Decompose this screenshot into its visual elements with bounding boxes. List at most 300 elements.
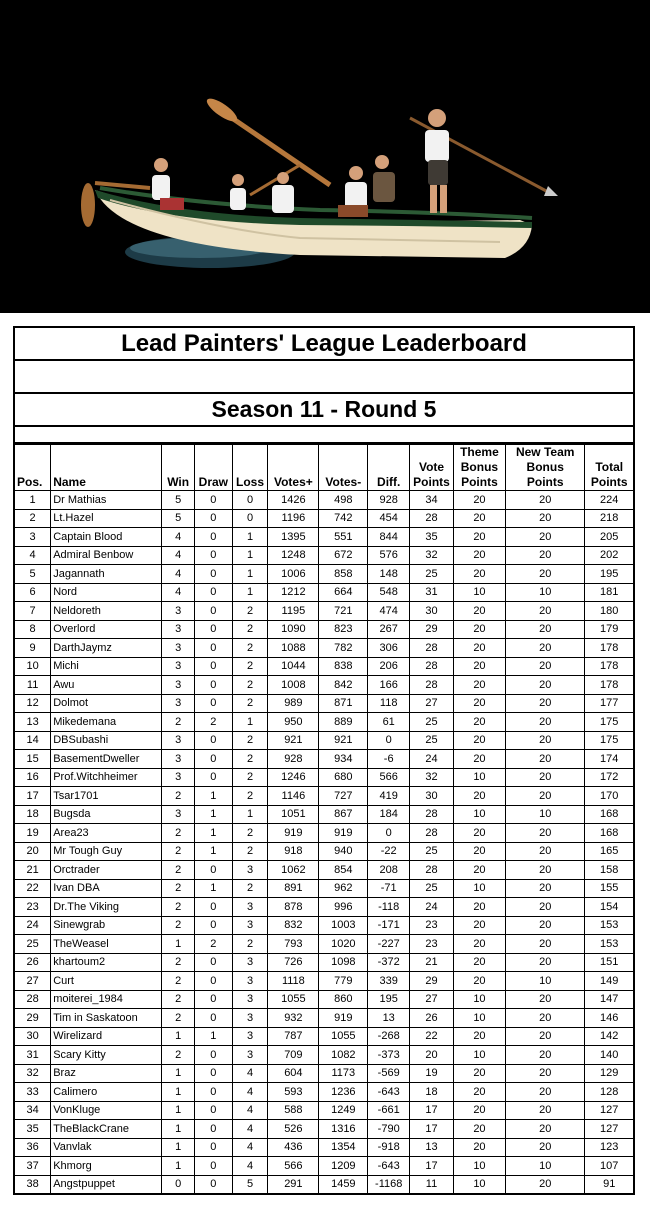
cell-total: 177 — [585, 694, 634, 713]
cell-votes-minus: 1236 — [319, 1083, 368, 1102]
cell-draw: 0 — [194, 731, 232, 750]
table-row — [14, 1157, 634, 1176]
cell-votes-plus: 1395 — [268, 528, 319, 547]
cell-votes-plus: 1118 — [268, 972, 319, 991]
col-diff: Diff. — [368, 445, 410, 491]
table-row — [14, 546, 634, 565]
cell-theme-bonus: 20 — [453, 953, 505, 972]
cell-name: Lt.Hazel — [51, 509, 162, 528]
cell-loss: 3 — [232, 1027, 268, 1046]
cell-votes-plus: 1051 — [268, 805, 319, 824]
cell-vote-points: 32 — [410, 546, 454, 565]
table-row — [14, 1046, 634, 1065]
cell-votes-plus: 1008 — [268, 676, 319, 695]
cell-vote-points: 28 — [410, 805, 454, 824]
table-row — [14, 1009, 634, 1028]
cell-total: 127 — [585, 1101, 634, 1120]
cell-votes-plus: 919 — [268, 824, 319, 843]
cell-win: 1 — [162, 1120, 195, 1139]
cell-total: 168 — [585, 824, 634, 843]
cell-theme-bonus: 20 — [453, 491, 505, 510]
cell-pos: 29 — [14, 1009, 51, 1028]
cell-total: 170 — [585, 787, 634, 806]
cell-draw: 1 — [194, 824, 232, 843]
cell-theme-bonus: 20 — [453, 1138, 505, 1157]
table-row — [14, 583, 634, 602]
cell-draw: 0 — [194, 1138, 232, 1157]
cell-win: 3 — [162, 805, 195, 824]
cell-win: 3 — [162, 768, 195, 787]
cell-win: 2 — [162, 824, 195, 843]
cell-votes-plus: 726 — [268, 953, 319, 972]
cell-votes-minus: 919 — [319, 824, 368, 843]
cell-draw: 0 — [194, 1157, 232, 1176]
cell-diff: 206 — [368, 657, 410, 676]
cell-draw: 0 — [194, 1175, 232, 1194]
cell-votes-minus: 921 — [319, 731, 368, 750]
cell-vote-points: 29 — [410, 972, 454, 991]
cell-vote-points: 28 — [410, 676, 454, 695]
cell-win: 4 — [162, 583, 195, 602]
cell-diff: 419 — [368, 787, 410, 806]
cell-loss: 4 — [232, 1120, 268, 1139]
cell-draw: 2 — [194, 713, 232, 732]
cell-votes-plus: 1088 — [268, 639, 319, 658]
cell-win: 0 — [162, 1175, 195, 1194]
cell-name: Angstpuppet — [51, 1175, 162, 1194]
cell-loss: 4 — [232, 1101, 268, 1120]
cell-total: 175 — [585, 713, 634, 732]
cell-votes-plus: 588 — [268, 1101, 319, 1120]
cell-total: 158 — [585, 861, 634, 880]
cell-draw: 0 — [194, 1101, 232, 1120]
cell-vote-points: 32 — [410, 768, 454, 787]
cell-votes-minus: 551 — [319, 528, 368, 547]
cell-votes-minus: 842 — [319, 676, 368, 695]
cell-pos: 25 — [14, 935, 51, 954]
cell-theme-bonus: 20 — [453, 546, 505, 565]
cell-name: Dr.The Viking — [51, 898, 162, 917]
cell-votes-plus: 928 — [268, 750, 319, 769]
col-loss: Loss — [232, 445, 268, 491]
cell-draw: 0 — [194, 657, 232, 676]
cell-votes-minus: 823 — [319, 620, 368, 639]
cell-pos: 19 — [14, 824, 51, 843]
cell-pos: 37 — [14, 1157, 51, 1176]
cell-pos: 20 — [14, 842, 51, 861]
cell-vote-points: 35 — [410, 528, 454, 547]
cell-votes-plus: 1195 — [268, 602, 319, 621]
cell-win: 1 — [162, 1027, 195, 1046]
cell-theme-bonus: 10 — [453, 805, 505, 824]
cell-theme-bonus: 10 — [453, 583, 505, 602]
cell-votes-minus: 1249 — [319, 1101, 368, 1120]
cell-votes-plus: 604 — [268, 1064, 319, 1083]
cell-theme-bonus: 20 — [453, 509, 505, 528]
cell-new-team-bonus: 20 — [505, 657, 585, 676]
cell-pos: 27 — [14, 972, 51, 991]
col-name: Name — [51, 445, 162, 491]
table-row — [14, 1120, 634, 1139]
cell-votes-plus: 1044 — [268, 657, 319, 676]
cell-total: 205 — [585, 528, 634, 547]
cell-draw: 0 — [194, 898, 232, 917]
cell-new-team-bonus: 20 — [505, 546, 585, 565]
table-row — [14, 768, 634, 787]
cell-loss: 4 — [232, 1064, 268, 1083]
cell-name: Area23 — [51, 824, 162, 843]
cell-pos: 18 — [14, 805, 51, 824]
cell-votes-plus: 1246 — [268, 768, 319, 787]
cell-diff: 118 — [368, 694, 410, 713]
cell-theme-bonus: 20 — [453, 1120, 505, 1139]
cell-diff: 148 — [368, 565, 410, 584]
cell-pos: 15 — [14, 750, 51, 769]
cell-votes-minus: 782 — [319, 639, 368, 658]
cell-pos: 34 — [14, 1101, 51, 1120]
cell-diff: -372 — [368, 953, 410, 972]
cell-draw: 0 — [194, 1120, 232, 1139]
col-draw: Draw — [194, 445, 232, 491]
cell-total: 195 — [585, 565, 634, 584]
cell-diff: -6 — [368, 750, 410, 769]
cell-votes-plus: 832 — [268, 916, 319, 935]
cell-pos: 1 — [14, 491, 51, 510]
cell-name: Scary Kitty — [51, 1046, 162, 1065]
cell-name: TheWeasel — [51, 935, 162, 954]
cell-votes-plus: 932 — [268, 1009, 319, 1028]
cell-name: Dr Mathias — [51, 491, 162, 510]
cell-win: 2 — [162, 898, 195, 917]
cell-diff: -790 — [368, 1120, 410, 1139]
cell-total: 181 — [585, 583, 634, 602]
cell-new-team-bonus: 10 — [505, 583, 585, 602]
table-row — [14, 620, 634, 639]
cell-name: Neldoreth — [51, 602, 162, 621]
cell-new-team-bonus: 20 — [505, 1027, 585, 1046]
cell-pos: 11 — [14, 676, 51, 695]
cell-vote-points: 24 — [410, 898, 454, 917]
cell-draw: 0 — [194, 583, 232, 602]
cell-new-team-bonus: 20 — [505, 768, 585, 787]
cell-votes-minus: 838 — [319, 657, 368, 676]
cell-diff: 474 — [368, 602, 410, 621]
cell-loss: 3 — [232, 953, 268, 972]
cell-draw: 0 — [194, 565, 232, 584]
cell-loss: 0 — [232, 491, 268, 510]
cell-new-team-bonus: 10 — [505, 805, 585, 824]
cell-win: 2 — [162, 916, 195, 935]
cell-total: 172 — [585, 768, 634, 787]
cell-total: 179 — [585, 620, 634, 639]
cell-vote-points: 29 — [410, 620, 454, 639]
cell-draw: 1 — [194, 842, 232, 861]
cell-diff: 566 — [368, 768, 410, 787]
cell-new-team-bonus: 20 — [505, 1083, 585, 1102]
cell-votes-plus: 526 — [268, 1120, 319, 1139]
cell-name: VonKluge — [51, 1101, 162, 1120]
cell-loss: 1 — [232, 546, 268, 565]
cell-draw: 0 — [194, 1046, 232, 1065]
cell-new-team-bonus: 20 — [505, 602, 585, 621]
cell-vote-points: 22 — [410, 1027, 454, 1046]
cell-votes-plus: 921 — [268, 731, 319, 750]
table-row — [14, 509, 634, 528]
table-header-row — [14, 445, 634, 491]
cell-new-team-bonus: 20 — [505, 676, 585, 695]
cell-draw: 0 — [194, 861, 232, 880]
cell-total: 153 — [585, 935, 634, 954]
table-body — [14, 491, 634, 1195]
cell-pos: 3 — [14, 528, 51, 547]
cell-loss: 2 — [232, 602, 268, 621]
cell-draw: 0 — [194, 953, 232, 972]
cell-loss: 1 — [232, 805, 268, 824]
cell-pos: 13 — [14, 713, 51, 732]
cell-theme-bonus: 10 — [453, 1009, 505, 1028]
cell-name: Khmorg — [51, 1157, 162, 1176]
cell-new-team-bonus: 20 — [505, 620, 585, 639]
cell-diff: 267 — [368, 620, 410, 639]
table-row — [14, 602, 634, 621]
cell-loss: 3 — [232, 1046, 268, 1065]
cell-total: 224 — [585, 491, 634, 510]
cell-win: 4 — [162, 546, 195, 565]
cell-win: 2 — [162, 990, 195, 1009]
cell-vote-points: 17 — [410, 1101, 454, 1120]
cell-pos: 4 — [14, 546, 51, 565]
cell-vote-points: 25 — [410, 713, 454, 732]
cell-total: 165 — [585, 842, 634, 861]
cell-vote-points: 20 — [410, 1046, 454, 1065]
cell-diff: -268 — [368, 1027, 410, 1046]
table-row — [14, 805, 634, 824]
cell-win: 2 — [162, 972, 195, 991]
cell-votes-plus: 989 — [268, 694, 319, 713]
cell-vote-points: 19 — [410, 1064, 454, 1083]
cell-total: 202 — [585, 546, 634, 565]
cell-diff: -171 — [368, 916, 410, 935]
cell-vote-points: 27 — [410, 694, 454, 713]
cell-pos: 23 — [14, 898, 51, 917]
cell-win: 2 — [162, 879, 195, 898]
boat-illustration — [0, 0, 650, 313]
cell-draw: 0 — [194, 639, 232, 658]
cell-new-team-bonus: 20 — [505, 990, 585, 1009]
cell-vote-points: 27 — [410, 990, 454, 1009]
cell-loss: 2 — [232, 676, 268, 695]
cell-theme-bonus: 20 — [453, 602, 505, 621]
cell-diff: 306 — [368, 639, 410, 658]
cell-pos: 24 — [14, 916, 51, 935]
cell-diff: 166 — [368, 676, 410, 695]
cell-vote-points: 28 — [410, 639, 454, 658]
cell-draw: 0 — [194, 509, 232, 528]
cell-win: 3 — [162, 750, 195, 769]
cell-name: Calimero — [51, 1083, 162, 1102]
cell-new-team-bonus: 20 — [505, 565, 585, 584]
cell-new-team-bonus: 20 — [505, 861, 585, 880]
cell-draw: 0 — [194, 546, 232, 565]
cell-theme-bonus: 20 — [453, 676, 505, 695]
cell-vote-points: 30 — [410, 787, 454, 806]
cell-new-team-bonus: 20 — [505, 916, 585, 935]
cell-win: 3 — [162, 602, 195, 621]
cell-theme-bonus: 20 — [453, 916, 505, 935]
cell-diff: 208 — [368, 861, 410, 880]
cell-votes-minus: 1209 — [319, 1157, 368, 1176]
cell-theme-bonus: 10 — [453, 990, 505, 1009]
cell-draw: 0 — [194, 1009, 232, 1028]
cell-win: 2 — [162, 861, 195, 880]
cell-win: 1 — [162, 1083, 195, 1102]
spacer-row — [13, 427, 635, 444]
cell-loss: 5 — [232, 1175, 268, 1194]
cell-votes-plus: 1055 — [268, 990, 319, 1009]
cell-votes-plus: 793 — [268, 935, 319, 954]
cell-new-team-bonus: 20 — [505, 787, 585, 806]
cell-name: Curt — [51, 972, 162, 991]
cell-votes-plus: 709 — [268, 1046, 319, 1065]
cell-votes-minus: 996 — [319, 898, 368, 917]
cell-pos: 2 — [14, 509, 51, 528]
cell-votes-minus: 934 — [319, 750, 368, 769]
cell-diff: 339 — [368, 972, 410, 991]
cell-votes-plus: 1212 — [268, 583, 319, 602]
cell-name: khartoum2 — [51, 953, 162, 972]
cell-loss: 3 — [232, 861, 268, 880]
cell-pos: 17 — [14, 787, 51, 806]
cell-pos: 30 — [14, 1027, 51, 1046]
cell-pos: 10 — [14, 657, 51, 676]
cell-name: Mikedemana — [51, 713, 162, 732]
cell-diff: -1168 — [368, 1175, 410, 1194]
col-new-team-bonus: New Team Bonus Points — [505, 445, 585, 491]
cell-draw: 0 — [194, 694, 232, 713]
cell-theme-bonus: 20 — [453, 713, 505, 732]
cell-votes-plus: 1062 — [268, 861, 319, 880]
cell-total: 142 — [585, 1027, 634, 1046]
cell-diff: -569 — [368, 1064, 410, 1083]
cell-new-team-bonus: 20 — [505, 750, 585, 769]
table-row — [14, 935, 634, 954]
cell-diff: -227 — [368, 935, 410, 954]
table-row — [14, 916, 634, 935]
table-row — [14, 972, 634, 991]
cell-theme-bonus: 20 — [453, 1083, 505, 1102]
cell-win: 1 — [162, 1064, 195, 1083]
cell-total: 218 — [585, 509, 634, 528]
cell-draw: 0 — [194, 1064, 232, 1083]
cell-draw: 0 — [194, 620, 232, 639]
cell-name: Overlord — [51, 620, 162, 639]
cell-total: 149 — [585, 972, 634, 991]
cell-theme-bonus: 20 — [453, 787, 505, 806]
table-row — [14, 676, 634, 695]
cell-diff: 61 — [368, 713, 410, 732]
cell-votes-plus: 878 — [268, 898, 319, 917]
cell-name: Tsar1701 — [51, 787, 162, 806]
cell-total: 175 — [585, 731, 634, 750]
table-row — [14, 750, 634, 769]
cell-pos: 35 — [14, 1120, 51, 1139]
cell-vote-points: 17 — [410, 1120, 454, 1139]
cell-win: 3 — [162, 694, 195, 713]
cell-new-team-bonus: 20 — [505, 1064, 585, 1083]
cell-new-team-bonus: 20 — [505, 713, 585, 732]
cell-diff: 0 — [368, 731, 410, 750]
cell-name: Braz — [51, 1064, 162, 1083]
cell-vote-points: 31 — [410, 583, 454, 602]
cell-name: DarthJaymz — [51, 639, 162, 658]
cell-pos: 14 — [14, 731, 51, 750]
cell-total: 91 — [585, 1175, 634, 1194]
cell-win: 5 — [162, 491, 195, 510]
cell-pos: 28 — [14, 990, 51, 1009]
cell-votes-minus: 919 — [319, 1009, 368, 1028]
cell-theme-bonus: 20 — [453, 731, 505, 750]
cell-vote-points: 25 — [410, 731, 454, 750]
cell-total: 180 — [585, 602, 634, 621]
cell-theme-bonus: 20 — [453, 1064, 505, 1083]
cell-diff: -22 — [368, 842, 410, 861]
cell-draw: 1 — [194, 1027, 232, 1046]
cell-total: 154 — [585, 898, 634, 917]
table-row — [14, 861, 634, 880]
cell-theme-bonus: 20 — [453, 528, 505, 547]
cell-total: 155 — [585, 879, 634, 898]
table-row — [14, 1064, 634, 1083]
cell-new-team-bonus: 20 — [505, 898, 585, 917]
cell-draw: 0 — [194, 528, 232, 547]
cell-votes-plus: 891 — [268, 879, 319, 898]
cell-vote-points: 24 — [410, 750, 454, 769]
cell-total: 178 — [585, 639, 634, 658]
cell-loss: 2 — [232, 842, 268, 861]
cell-win: 1 — [162, 935, 195, 954]
table-row — [14, 1101, 634, 1120]
cell-vote-points: 23 — [410, 916, 454, 935]
cell-total: 178 — [585, 676, 634, 695]
cell-votes-minus: 664 — [319, 583, 368, 602]
cell-pos: 31 — [14, 1046, 51, 1065]
cell-diff: -71 — [368, 879, 410, 898]
cell-name: moiterei_1984 — [51, 990, 162, 1009]
cell-diff: 548 — [368, 583, 410, 602]
cell-win: 3 — [162, 639, 195, 658]
cell-diff: 454 — [368, 509, 410, 528]
cell-loss: 3 — [232, 898, 268, 917]
cell-votes-minus: 1459 — [319, 1175, 368, 1194]
cell-loss: 2 — [232, 750, 268, 769]
table-row — [14, 1083, 634, 1102]
cell-total: 151 — [585, 953, 634, 972]
cell-loss: 1 — [232, 565, 268, 584]
cell-name: BasementDweller — [51, 750, 162, 769]
cell-vote-points: 18 — [410, 1083, 454, 1102]
cell-loss: 2 — [232, 657, 268, 676]
cell-votes-plus: 436 — [268, 1138, 319, 1157]
cell-draw: 0 — [194, 916, 232, 935]
cell-votes-plus: 1090 — [268, 620, 319, 639]
cell-new-team-bonus: 20 — [505, 639, 585, 658]
cell-draw: 0 — [194, 491, 232, 510]
cell-loss: 3 — [232, 972, 268, 991]
cell-votes-minus: 860 — [319, 990, 368, 1009]
cell-theme-bonus: 20 — [453, 1027, 505, 1046]
cell-total: 127 — [585, 1120, 634, 1139]
cell-votes-minus: 940 — [319, 842, 368, 861]
